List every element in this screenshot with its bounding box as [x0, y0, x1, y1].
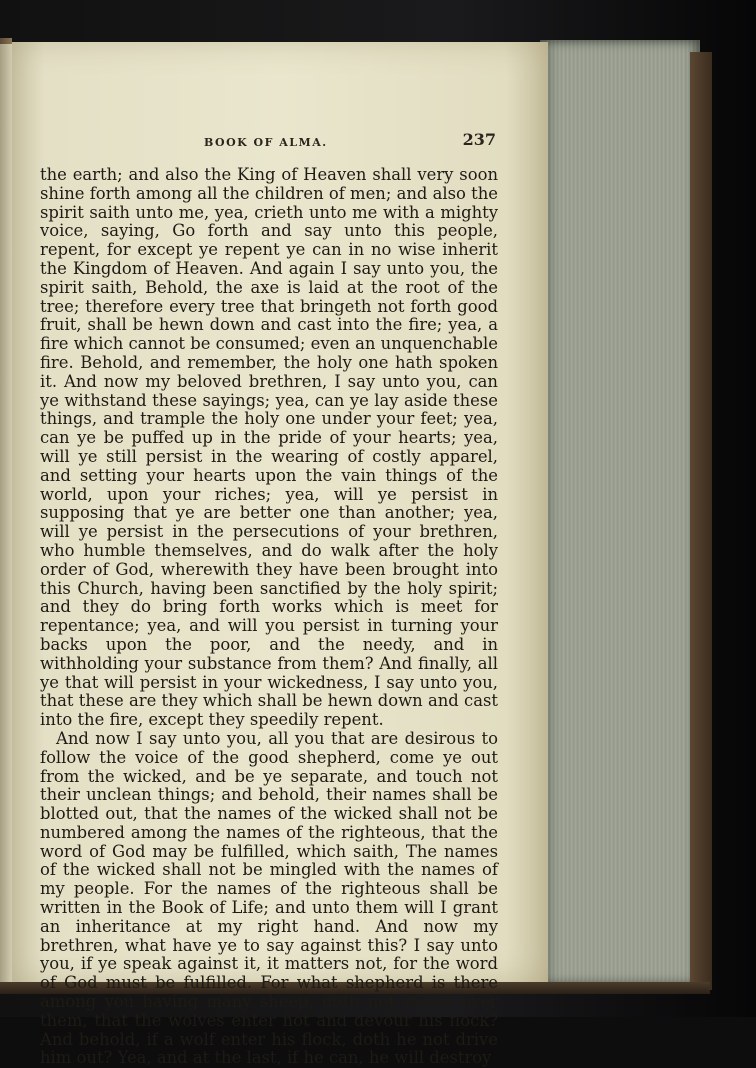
- page-number: 237: [462, 130, 496, 149]
- paragraph: the earth; and also the King of Heaven shall very soon shine forth among all the children of men; and also the spirit saith unto me, yea, crieth unto me with a mighty voice, saying, Go forth and say unto this people, repent, for except ye repent ye can in no wise inherit the Kingdom of Heaven. And again I say unto you, the spirit saith, Behold, the axe is laid at the root of the tree; therefore every tree that bringeth not forth good fruit, shall be hewn down and cast into the fire; yea, a fire which cannot be consumed; even an unquenchable fire. Behold, and remember, the holy one hath spoken it. And now my beloved brethren, I say unto you, can ye withstand these sayings; yea, can ye lay aside these things, and trample the holy one under your feet; yea, can ye be puffed up in the pride of your hearts; yea, will ye still persist in the wearing of costly apparel, and setting your hearts upon the vain things of the world, upon your riches; yea, will ye persist in supposing that ye are better one than another; yea, will ye persist in the persecutions of your brethren, who humble themselves, and do walk after the holy order of God, wherewith they have been brought into this Church, having been sanctified by the holy spirit; and they do bring forth works which is meet for repentance; yea, and will you persist in turning your backs upon the poor, and the needy, and in withholding your substance from them? And finally, all ye that will persist in your wickedness, I say unto you, that these are they which shall be hewn down and cast into the fire, except they speedily repent.: [40, 165, 498, 730]
- running-head: BOOK OF ALMA.: [204, 136, 328, 149]
- book-cover-edge-right: [690, 52, 712, 990]
- page-header: [36, 130, 506, 152]
- page-text: [40, 166, 498, 1068]
- paragraph: And now I say unto you, all you that are desirous to follow the voice of the good shepherd, come ye out from the wicked, and be ye separate, and touch not their unclean things; and behold, their names shall be blotted out, that the names of the wicked shall not be numbered among the names of the righteous, that the word of God may be fulfilled, which saith, The names of the wicked shall not be mingled with the names of my people. For the names of the righteous shall be written in the Book of Life; and unto them will I grant an inheritance at my right hand. And now my brethren, what have ye to say against this? I say unto you, if ye speak against it, it matters not, for the word of God must be fulfilled. For what shepherd is there among you having many sheep, doth not watch over them, that the wolves enter not and devour his flock? And behold, if a wolf enter his flock, doth he not drive him out? Yea, and at the last, if he can, he will destroy: [40, 728, 498, 1068]
- book-page: [12, 42, 548, 1068]
- page-block-edges: [540, 40, 700, 985]
